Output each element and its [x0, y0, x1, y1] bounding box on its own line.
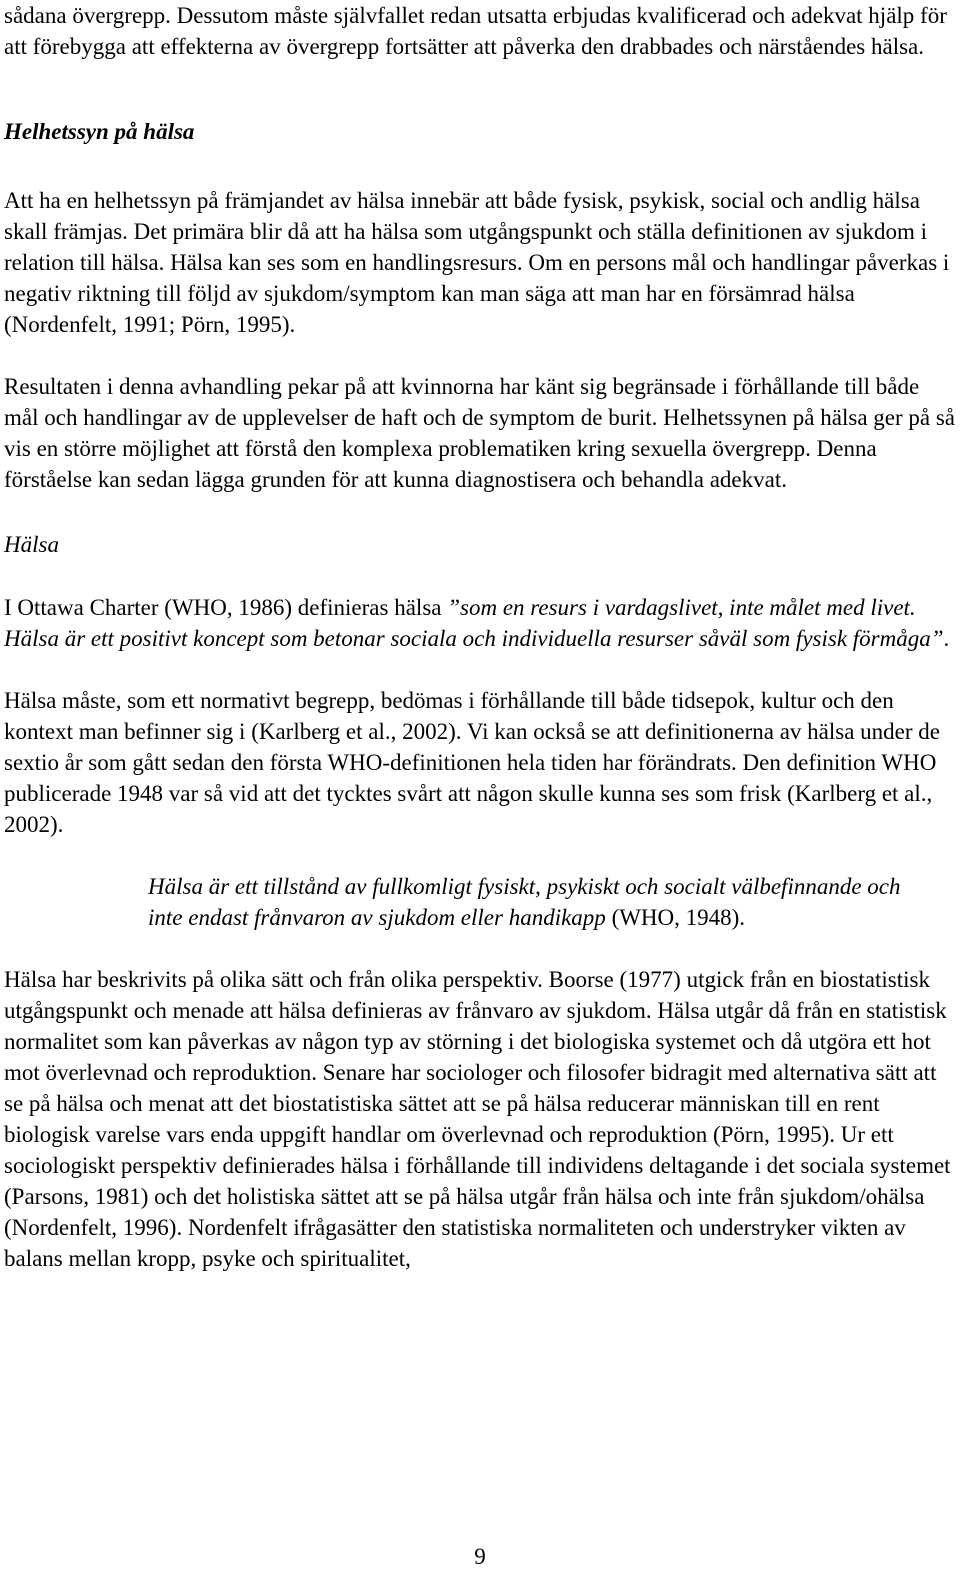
ottawa-quote: ”som en resurs i vardagslivet, inte målet med livet. Hälsa är ett positivt koncept som betonar sociala och individuella resurser såväl som fysisk förmåga”: [4, 595, 944, 651]
page-number: 9: [474, 1544, 486, 1569]
paragraph-intro-continuation: sådana övergrepp. Dessutom måste självfallet redan utsatta erbjudas kvalificerad och adekvat hjälp för att förebygga att effekterna av övergrepp fortsätter att påverka den drabbades och närståendes hälsa.: [4, 3, 947, 59]
paragraph-halsa-3: Hälsa har beskrivits på olika sätt och från olika perspektiv. Boorse (1977) utgick från en biostatistisk utgångspunkt och menade att hälsa definieras av frånvaro av sjukdom. Hälsa utgår då från en statistisk normalitet som kan påverkas av någon typ av störning i det biologiska systemet och då utgöra ett hot mot överlevnad och reproduktion. Senare har sociologer och filosofer bidragit med alternativa sätt att se på hälsa och menat att det biostatistiska sättet att se på hälsa reducerar människan till en rent biologisk varelse vars enda uppgift handlar om överlevnad och reproduktion (Pörn, 1995). Ur ett sociologiskt perspektiv definierades hälsa i förhållande till individens deltagande i det sociala systemet (Parsons, 1981) och det holistiska sättet att se på hälsa utgår från hälsa och inte från sjukdom/ohälsa (Nordenfelt, 1996). Nordenfelt ifrågasätter den statistiska normaliteten och understryker vikten av balans mellan kropp, psyke och spiritualitet,: [4, 967, 951, 1271]
ottawa-lead: I Ottawa Charter (WHO, 1986) definieras hälsa: [4, 595, 448, 620]
paragraph-ottawa: [4, 592, 956, 654]
paragraph-helhetssyn-2: Resultaten i denna avhandling pekar på att kvinnorna har känt sig begränsade i förhållande till både mål och handlingar av de upplevelser de haft och de symptom de burit. Helhetssynen på hälsa ger på så vis en större möjlighet att förstå den komplexa problematiken kring sexuella övergrepp. Denna förståelse kan sedan lägga grunden för att kunna diagnostisera och behandla adekvat.: [4, 374, 956, 492]
section-heading-halsa: Hälsa: [4, 532, 59, 557]
document-page: [4, 0, 956, 1274]
who-quote-cite: (WHO, 1948).: [605, 905, 746, 930]
ottawa-end: .: [943, 626, 950, 651]
paragraph-helhetssyn-1: Att ha en helhetssyn på främjandet av hälsa innebär att både fysisk, psykisk, social och andlig hälsa skall främjas. Det primära blir då att ha hälsa som utgångspunkt och ställa definitionen av sjukdom i relation till hälsa. Hälsa kan ses som en handlingsresurs. Om en persons mål och handlingar påverkas i negativ riktning till följd av sjukdom/symptom kan man säga att man har en försämrad hälsa (Nordenfelt, 1991; Pörn, 1995).: [4, 188, 950, 337]
who-quote-text: Hälsa är ett tillstånd av fullkomligt fysiskt, psykiskt och socialt välbefinnande och inte endast frånvaron av sjukdom eller handikapp: [148, 874, 901, 930]
block-quote-who: [148, 871, 916, 933]
paragraph-halsa-2: Hälsa måste, som ett normativt begrepp, bedömas i förhållande till både tidsepok, kultur och den kontext man befinner sig i (Karlberg et al., 2002). Vi kan också se att definitionerna av hälsa under de sextio år som gått sedan den första WHO-definitionen hela tiden har förändrats. Den definition WHO publicerade 1948 var så vid att det tycktes svårt att någon skulle kunna ses som frisk (Karlberg et al., 2002).: [4, 688, 941, 837]
section-heading-helhetssyn: Helhetssyn på hälsa: [4, 119, 195, 144]
